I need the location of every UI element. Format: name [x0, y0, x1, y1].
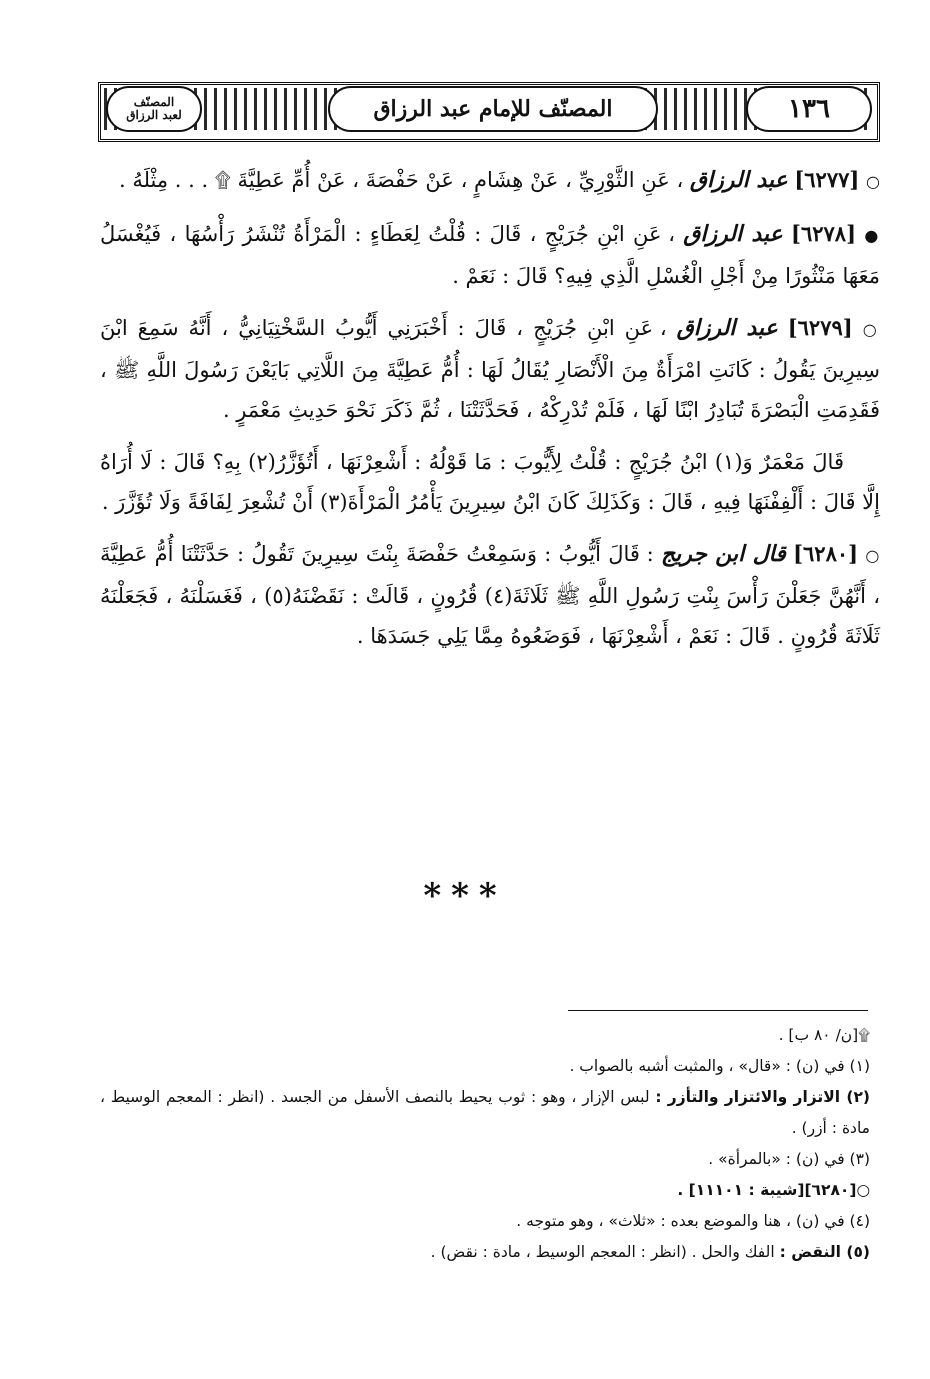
running-title: المصنّف للإمام عبد الرزاق: [328, 86, 658, 132]
hadith-6278: [100, 214, 880, 296]
narrator-name: عبد الرزاق: [676, 315, 778, 341]
marker-filled: ●: [864, 226, 880, 245]
footnote-source-6280: ○[٦٢٨٠][شيبة : ١١١٠١] .: [677, 1181, 870, 1199]
footnote-2: (٢) الاتزار والائتزار والتأزر : لبس الإزار ، وهو : ثوب يحيط بالنصف الأسفل من الجسد . (انظر : المعجم الوسيط ، مادة : أزر) .: [100, 1088, 870, 1137]
footnote-3: (٣) في (ن) : «بالمرأة» .: [708, 1150, 870, 1168]
marker-hollow: ○: [862, 320, 880, 339]
footnote-rule: [568, 1010, 868, 1011]
hadith-text: ، عَنِ الثَّوْرِيِّ ، عَنْ هِشَامٍ ، عَنْ حَفْصَةَ ، عَنْ أُمِّ عَطِيَّةَ ۩ . . . مِثْلَهُ .: [118, 168, 684, 192]
hadith-6277: [100, 160, 880, 202]
seal-line-1: المصنّف: [133, 95, 175, 109]
section-separator: ***: [423, 876, 507, 916]
hadith-text: قَالَ مَعْمَرٌ وَ(١) ابْنُ جُرَيْجٍ : قُلْتُ لِأَيُّوبَ : مَا قَوْلُهُ : أَشْعِرْنَهَا ، أَتُؤَزَّرُ(٢) بِهِ؟ قَالَ : لَا أُرَاهُ إِلَّا قَالَ : أَلْفِفْنَهَا فِيهِ ، قَالَ : وَكَذَلِكَ كَانَ ابْنُ سِيرِينَ يَأْمُرُ الْمَرْأَةَ(٣) أَنْ تُشْعِرَ لِفَافَةً وَلَا تُؤَزَّرَ .: [100, 450, 880, 514]
marker-hollow: ○: [866, 172, 880, 191]
hadith-text: ، عَنِ ابْنِ جُرَيْجٍ ، قَالَ : قُلْتُ لِعَطَاءٍ : الْمَرْأَةُ تُنْشَرُ رَأْسُهَا ، فَيُغْسَلُ مَعَهَا مَنْثُورًا مِنْ أَجْلِ الْغُسْلِ الَّذِي فِيهِ؟ قَالَ : نَعَمْ .: [100, 222, 880, 288]
main-text: [100, 160, 880, 668]
page-header: [98, 82, 880, 142]
footnote-4: (٤) في (ن) ، هنا والموضع بعده : «ثلاث» ، وهو متوجه .: [516, 1212, 870, 1230]
footnotes: [100, 1020, 870, 1268]
page-number: ١٣٦: [746, 86, 872, 132]
marker-hollow: ○: [865, 546, 880, 565]
footnote-manuscript: ۩[ن/ ٨٠ ب] .: [778, 1026, 870, 1044]
seal-line-2: لعبد الرزاق: [126, 108, 182, 122]
hadith-6279-continuation: [100, 442, 880, 522]
narrator-name: عبد الرزاق: [683, 221, 783, 247]
hadith-number: [٦٢٧٩]: [787, 315, 853, 340]
hadith-text: : قَالَ أَيُّوبُ : وَسَمِعْتُ حَفْصَةَ بِنْتَ سِيرِينَ تَقُولُ : حَدَّثَتْنَا أُمُّ عَطِيَّةَ ، أَنَّهُنَّ جَعَلْنَ رَأْسَ بِنْتِ رَسُولِ اللَّهِ ﷺ ثَلَاثَةَ(٤) قُرُونٍ ، قَالَتْ : نَقَضْنَهُ(٥) ، فَغَسَلْنَهُ ، فَجَعَلْنَهُ ثَلَاثَةَ قُرُونٍ . قَالَ : نَعَمْ ، أَشْعِرْنَهَا ، فَوَضَعُوهُ مِمَّا يَلِي جَسَدَهَا .: [100, 542, 880, 648]
header-seal: [106, 86, 202, 132]
hadith-number: [٦٢٧٨]: [791, 221, 857, 246]
hadith-6279: [100, 308, 880, 430]
hadith-number: [٦٢٧٧]: [794, 167, 860, 192]
footnote-5: (٥) النقض : الفك والحل . (انظر : المعجم الوسيط ، مادة : نقض) .: [430, 1243, 870, 1261]
hadith-number: [٦٢٨٠]: [793, 541, 859, 566]
hadith-6280: [100, 534, 880, 656]
footnote-1: (١) في (ن) : «قال» ، والمثبت أشبه بالصواب .: [569, 1057, 870, 1075]
narrator-name: عبد الرزاق: [689, 167, 788, 193]
hadith-text: ، عَنِ ابْنِ جُرَيْجٍ ، قَالَ : أَخْبَرَنِي أَيُّوبُ السَّخْتِيَانِيُّ ، أَنَّهُ سَمِعَ ابْنَ سِيرِينَ يَقُولُ : كَانَتِ امْرَأَةٌ مِنَ الْأَنْصَارِ يُقَالُ لَهَا : أُمُّ عَطِيَّةَ مِنَ اللَّاتِي بَايَعْنَ رَسُولَ اللَّهِ ﷺ ، فَقَدِمَتِ الْبَصْرَةَ تُبَادِرُ ابْنًا لَهَا ، فَلَمْ تُدْرِكْهُ ، فَحَدَّثَتْنَا ، ثُمَّ ذَكَرَ نَحْوَ حَدِيثِ مَعْمَرٍ .: [100, 316, 880, 422]
narrator-name: قال ابن جريج: [660, 541, 786, 567]
